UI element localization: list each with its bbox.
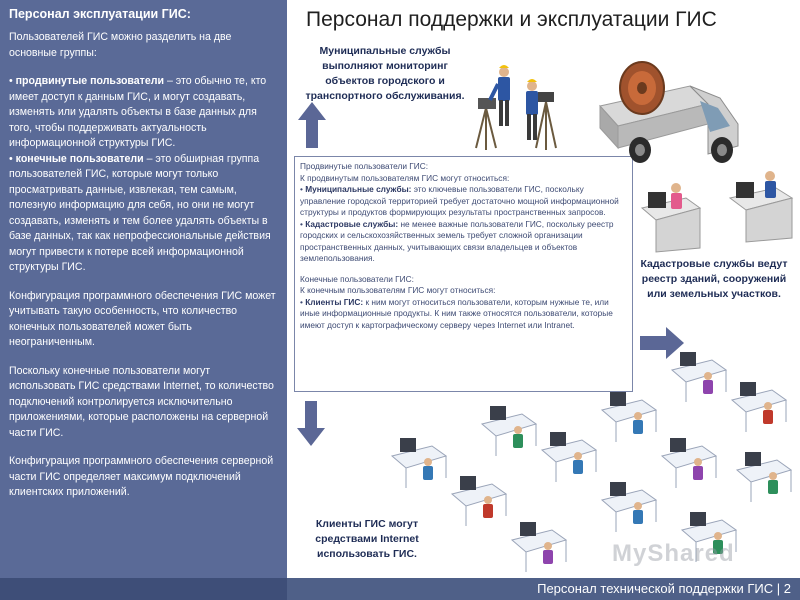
footer-text: Персонал технической поддержки ГИС | 2 [537,581,791,596]
info-municipal-desc: это ключевые пользователи ГИС, поскольку управление городской территорией требует достаточно мощной информационной структуры и продуктов формирующих результаты пространственных запросов. [300,184,619,217]
left-internet-paragraph: Поскольку конечные пользователи могут использовать ГИС средствами Internet, то количество подключений контролируется исключительно приложениями, которые расположены на серверной части ГИС. [9,364,274,439]
end-users-term: конечные пользователи [15,152,144,165]
info-end-intro: К конечным пользователям ГИС могут относиться: [300,285,496,295]
surveyors-illustration [472,60,582,152]
info-advanced-heading: Продвинутые пользователи ГИС: [300,161,429,171]
cadastral-office-illustration [638,168,798,254]
left-panel-title: Персонал эксплуатации ГИС: [9,7,191,21]
info-cadastral-desc: не менее важные пользователи ГИС, поскольку реестр городских и сельскохозяйственных земель требует сложной организации пространственных данных, учитывающих связи владельцев и объектов землепользования. [300,218,614,263]
left-config-paragraph: Конфигурация программного обеспечения ГИС может учитывать такую особенность, что количество конечных пользователей может быть неограниченным. [9,289,276,348]
workstation [672,352,726,402]
caption-municipal: Муниципальные службы выполняют мониторинг объектов городского и транспортного обслуживания. [305,45,465,102]
left-server-paragraph: Конфигурация программного обеспечения серверной части ГИС определяет максимум подключений клиентских приложений. [9,455,274,498]
left-intro: Пользователей ГИС можно разделить на две основные группы: [9,31,232,59]
caption-cadastral: Кадастровые службы ведут реестр зданий, сооружений или земельных участков. [640,258,788,300]
truck-illustration [590,46,748,178]
left-advanced-users: • продвинутые пользователи – это обычно те, кто имеет доступ к данным ГИС, и могут создавать, изменять или удалять объекты в базе данных для того, чтобы поддерживать актуальность информационной структуры ГИС. [9,75,267,149]
footer-left-block [0,578,287,600]
left-panel [0,0,287,578]
info-clients-desc: к ним могут относиться пользователи, которым нужные те, или иные информационные продукты. К ним также относятся пользователи, которые имеют доступ к картографическому серверу через Internet или Intranet. [300,296,613,330]
info-clients: • Клиенты ГИС: к ним могут относиться пользователи, которым нужные те, или иные информационные продукты. К ним также относятся пользователи, которые имеют доступ к картографическому серверу через Internet или Intranet. [300,296,613,330]
watermark: MyShared [612,540,735,567]
info-cadastral-term: Кадастровые службы: [305,218,399,229]
info-advanced-intro: К продвинутым пользователям ГИС могут относиться: [300,172,510,183]
info-municipal: • Муниципальные службы: это ключевые пользователи ГИС, поскольку управление городской территорией требует достаточно мощной информационной структуры и продуктов формирующих результаты пространственных запросов. [300,184,619,217]
info-cadastral: • Кадастровые службы: не менее важные пользователи ГИС, поскольку реестр городских и сельскохозяйственных земель требует сложной организации пространственных данных, учитывающих связи владельцев и объектов землепользования. [300,218,614,263]
footer-bar [0,578,800,600]
info-clients-term: Клиенты ГИС: [305,296,364,307]
advanced-users-desc: – это обычно те, кто имеет доступ к данным ГИС, и могут создавать, изменять или удалять объекты в базе данных для того, чтобы поддерживать актуальность информационной структуры ГИС. [9,75,267,149]
advanced-users-term: продвинутые пользователи [15,75,165,87]
slide-title: Персонал поддержки и эксплуатации ГИС [306,8,717,31]
caption-clients: Клиенты ГИС могут средствами Internet использовать ГИС. [315,518,419,560]
info-municipal-term: Муниципальные службы: [305,184,412,194]
arrow-down-icon [297,401,325,446]
end-users-desc: – это обширная группа пользователей ГИС, которые могут только просматривать данные, извлекая, тем самым, полезную информацию для себя, но они не могут создавать, изменять и тем более удалять объекты в базе данных, так как непрофессиональные действия могут привести к потере всей информационной структуры ГИС. [9,152,271,273]
arrow-up-icon [298,102,326,148]
left-end-users: • конечные пользователи – это обширная группа пользователей ГИС, которые могут только просматривать данные, извлекая, тем самым, полезную информацию для себя, но они не могут создавать, изменять и тем более удалять объекты в базе данных, так как непрофессиональные действия могут привести к потере всей информационной структуры ГИС. [9,152,271,273]
info-end-heading: Конечные пользователи ГИС: [300,273,414,284]
